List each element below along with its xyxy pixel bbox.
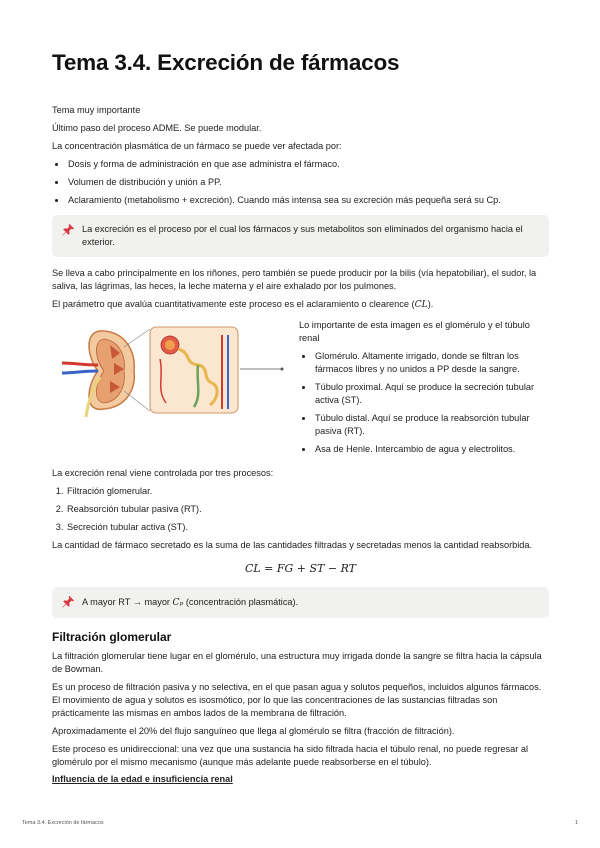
page: [52, 48, 549, 784]
figure-intro: Lo importante de esta imagen es el glomérulo y el túbulo renal: [299, 320, 530, 343]
list-item: 3. Secreción tubular activa (ST).: [66, 521, 549, 534]
list-item: • Glomérulo. Altamente irrigado, donde se filtran los fármacos libres y no unidos a PP desde la sangre.: [314, 350, 549, 376]
intro-paragraph-1: Tema muy importante: [52, 105, 141, 115]
footer-title: Tema 3.4. Excreción de fármacos: [22, 820, 104, 826]
pushpin-icon: [61, 223, 75, 237]
page-number: 1: [574, 820, 578, 826]
list-item: 2. Reabsorción tubular pasiva (RT).: [66, 503, 549, 516]
section-paragraph: Este proceso es unidireccional: una vez que una sustancia ha sido filtrada hacia el túbulo renal, no puede regresar al glomérulo por el mismo mecanismo (aunque más adelante puede reabsorberse en el túbulo).: [52, 744, 529, 767]
list-item: • Dosis y forma de administración en que ase administra el fármaco.: [67, 158, 549, 171]
clearance-formula: CL = FG + ST − RT: [244, 562, 357, 575]
renal-intro: La excreción renal viene controlada por tres procesos:: [52, 468, 274, 478]
intro-paragraph-3: La concentración plasmática de un fármaco se puede ver afectada por:: [52, 141, 342, 151]
figure-row: [52, 319, 549, 461]
kidneys-paragraph: Se lleva a cabo principalmente en los riñones, pero también se puede producir por la bilis (vía hepatobiliar), el sudor, la saliva, las lágrimas, las heces, la leche materna y el aire exhalado por los pulmones.: [52, 268, 537, 291]
callout-math: Cₚ: [172, 597, 184, 608]
clearance-text-before: El parámetro que avalúa cuantitativamente este proceso es el aclaramiento o clearence (: [52, 299, 415, 309]
clearance-text-after: ).: [427, 299, 434, 309]
list-item: • Aclaramiento (metabolismo + excreción). Cuando más intensa sea su excreción más pequeña será su Cp.: [67, 194, 549, 207]
clearance-paragraph: [52, 298, 549, 311]
rt-callout: [52, 587, 549, 618]
renal-processes-list: [52, 485, 549, 534]
page-title: Tema 3.4. Excreción de fármacos: [52, 50, 400, 75]
list-item: • Túbulo distal. Aquí se produce la reabsorción tubular pasiva (RT).: [314, 412, 549, 438]
list-item: • Volumen de distribución y unión a PP.: [67, 176, 549, 189]
callout-text: La excreción es el proceso por el cual los fármacos y sus metabolitos son eliminados del organismo hacia el exterior.: [82, 224, 523, 247]
figure-description: [299, 319, 549, 461]
pushpin-icon: [61, 595, 75, 609]
page-footer: [22, 820, 578, 826]
factors-list: [52, 158, 549, 207]
subsection-heading: Influencia de la edad e insuficiencia renal: [52, 774, 233, 784]
list-item: • Asa de Henle. Intercambio de agua y electrolitos.: [314, 443, 549, 456]
list-item: • Túbulo proximal. Aquí se produce la secreción tubular activa (ST).: [314, 381, 549, 407]
definition-callout: [52, 215, 549, 257]
callout-text-after: (concentración plasmática).: [183, 597, 299, 607]
section-paragraph: Es un proceso de filtración pasiva y no selectiva, en el que pasan agua y solutos pequeños, incluidos algunos fármacos. El movimiento de agua y solutos es isosmótico, por lo que las concentraciones de las sustancias filtradas son prácticamente las mismas en ambos lados de la membrana de filtración.: [52, 682, 542, 718]
kidney-illustration: [52, 319, 287, 419]
nephron-parts-list: [299, 350, 549, 456]
list-item: 1. Filtración glomerular.: [66, 485, 549, 498]
kidney-nephron-figure: [52, 319, 287, 419]
clearance-math: CL: [414, 299, 428, 310]
section-heading: Filtración glomerular: [52, 630, 172, 644]
section-paragraph: Aproximadamente el 20% del flujo sanguíneo que llega al glomérulo se filtra (fracción de filtración).: [52, 726, 455, 736]
renal-summary: La cantidad de fármaco secretado es la suma de las cantidades filtradas y secretadas menos la cantidad reabsorbida.: [52, 540, 533, 550]
callout-text-before: A mayor RT → mayor: [82, 597, 173, 607]
intro-paragraph-2: Último paso del proceso ADME. Se puede modular.: [52, 123, 262, 133]
section-paragraph: La filtración glomerular tiene lugar en el glomérulo, una estructura muy irrigada donde la sangre se filtra hacia la cápsula de Bowman.: [52, 651, 542, 674]
